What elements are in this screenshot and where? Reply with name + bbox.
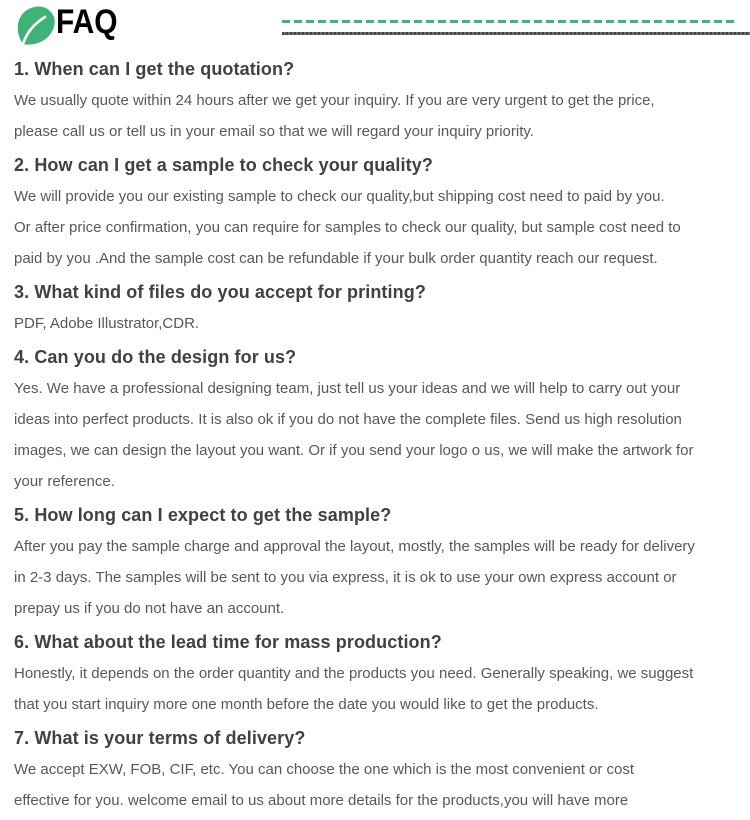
faq-question: 3. What kind of files do you accept for printing?	[14, 282, 426, 302]
faq-answer	[14, 181, 736, 274]
faq-answer-line: effective for you. welcome email to us about more details for the products,you will have more	[14, 792, 629, 809]
faq-answer	[14, 658, 736, 720]
faq-answer-line: prepay us if you do not have an account.	[14, 600, 285, 617]
faq-item	[14, 500, 736, 624]
faq-answer	[14, 308, 736, 339]
faq-answer-line: that you start inquiry more one month before the date you would like to get the products.	[14, 696, 599, 713]
faq-answer-line: We accept EXW, FOB, CIF, etc. You can choose the one which is the most convenient or cost	[14, 761, 635, 778]
faq-answer	[14, 85, 736, 147]
faq-question: 6. What about the lead time for mass production?	[14, 632, 442, 652]
faq-answer-line: images, we can design the layout you want. Or if you send your logo o us, we will make the artwork for	[14, 442, 694, 459]
faq-item	[14, 627, 736, 720]
faq-answer-line: your reference.	[14, 473, 115, 490]
faq-answer	[14, 754, 736, 816]
faq-question: 1. When can I get the quotation?	[14, 59, 295, 79]
header-dashed-divider	[282, 20, 737, 23]
faq-answer	[14, 531, 736, 624]
faq-item	[14, 54, 736, 147]
faq-list	[0, 50, 750, 816]
faq-answer	[14, 373, 736, 497]
faq-answer-line: Honestly, it depends on the order quantity and the products you need. Generally speaking, we suggest	[14, 665, 694, 682]
faq-answer-line: We will provide you our existing sample to check our quality,but shipping cost need to paid by you.	[14, 188, 665, 205]
faq-answer-line: PDF, Adobe Illustrator,CDR.	[14, 315, 200, 332]
faq-header	[0, 0, 750, 50]
faq-question: 2. How can I get a sample to check your quality?	[14, 155, 433, 175]
leaf-icon	[11, 3, 57, 47]
faq-question: 4. Can you do the design for us?	[14, 347, 297, 367]
faq-question: 7. What is your terms of delivery?	[14, 728, 306, 748]
faq-question: 5. How long can I expect to get the sample?	[14, 505, 392, 525]
faq-answer-line: Yes. We have a professional designing team, just tell us your ideas and we will help to carry out your	[14, 380, 681, 397]
faq-item	[14, 277, 736, 339]
page-title: FAQ	[56, 3, 118, 41]
faq-item	[14, 342, 736, 497]
faq-item	[14, 723, 736, 816]
faq-item	[14, 150, 736, 274]
faq-answer-line: please call us or tell us in your email so that we will regard your inquiry priority.	[14, 123, 534, 140]
faq-answer-line: Or after price confirmation, you can require for samples to check our quality, but sample cost need to	[14, 219, 681, 236]
faq-answer-line: After you pay the sample charge and approval the layout, mostly, the samples will be ready for delivery	[14, 538, 695, 555]
faq-answer-line: ideas into perfect products. It is also ok if you do not have the complete files. Send us high resolution	[14, 411, 682, 428]
faq-answer-line: We usually quote within 24 hours after we get your inquiry. If you are very urgent to get the price,	[14, 92, 655, 109]
faq-answer-line: in 2-3 days. The samples will be sent to you via express, it is ok to use your own express account or	[14, 569, 677, 586]
header-solid-divider	[282, 32, 750, 35]
faq-answer-line: paid by you .And the sample cost can be refundable if your bulk order quantity reach our request.	[14, 250, 658, 267]
